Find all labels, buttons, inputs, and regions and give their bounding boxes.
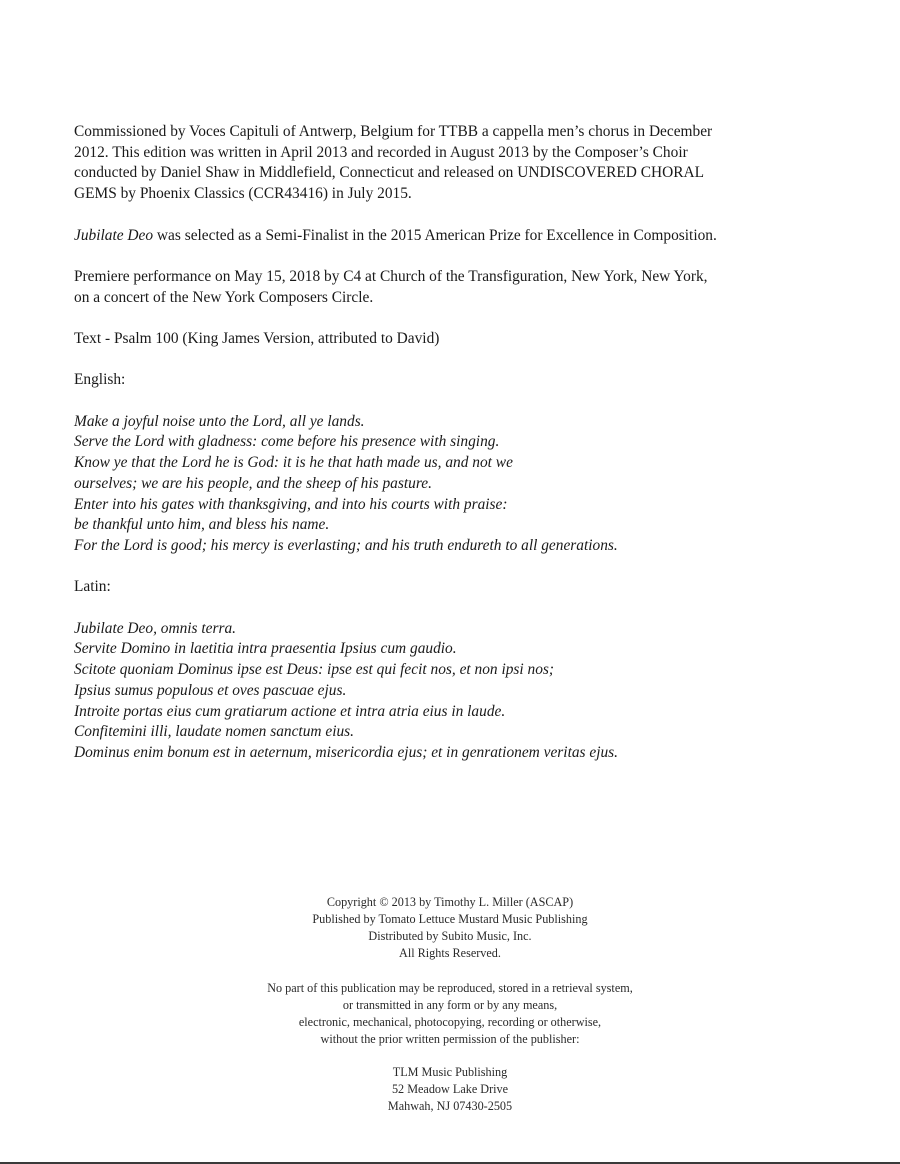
reproduction-line: without the prior written permission of the publisher:	[320, 1031, 580, 1046]
distributor-line: Distributed by Subito Music, Inc.	[368, 928, 532, 943]
commission-line: Commissioned by Voces Capituli of Antwerp, Belgium for TTBB a cappella men’s chorus in December	[74, 123, 713, 140]
text-source-line: Text - Psalm 100 (King James Version, attributed to David)	[74, 329, 440, 347]
english-verse-line: Make a joyful noise unto the Lord, all ye lands.	[74, 412, 365, 430]
latin-verse-line: Scitote quoniam Dominus ipse est Deus: ipse est qui fecit nos, et non ipsi nos;	[74, 661, 555, 679]
city-state-zip: Mahwah, NJ 07430-2505	[387, 1098, 513, 1113]
latin-verse-line: Servite Domino in laetitia intra praesentia Ipsius cum gaudio.	[74, 640, 457, 658]
publisher-line: Published by Tomato Lettuce Mustard Music Publishing	[312, 911, 588, 926]
english-verse-line: Enter into his gates with thanksgiving, and into his courts with praise:	[74, 495, 508, 513]
premiere-line: Premiere performance on May 15, 2018 by C4 at Church of the Transfiguration, New York, New York,	[74, 267, 708, 285]
english-verse-line: For the Lord is good; his mercy is everlasting; and his truth endureth to all generations.	[74, 536, 618, 554]
latin-verse-line: Jubilate Deo, omnis terra.	[74, 619, 237, 637]
english-verse-line: ourselves; we are his people, and the sheep of his pasture.	[74, 474, 432, 492]
commission-line: conducted by Daniel Shaw in Middlefield, Connecticut and released on UNDISCOVERED CHORAL	[74, 164, 705, 182]
commission-line: GEMS by Phoenix Classics (CCR43416) in July 2015.	[74, 185, 412, 203]
english-text	[74, 412, 864, 557]
english-verse-line: be thankful unto him, and bless his name.	[74, 516, 330, 534]
award-paragraph	[74, 226, 864, 247]
rights-reserved-line: All Rights Reserved.	[399, 945, 501, 960]
premiere-line: on a concert of the New York Composers Circle.	[74, 288, 374, 306]
commission-paragraph	[74, 122, 864, 205]
latin-heading-label: Latin:	[74, 578, 111, 596]
commission-line: 2012. This edition was written in April 2013 and recorded in August 2013 by the Composer’s Choir	[74, 143, 688, 161]
copyright-line: Copyright © 2013 by Timothy L. Miller (ASCAP)	[326, 895, 574, 909]
english-heading-label: English:	[74, 371, 126, 389]
premiere-paragraph	[74, 267, 864, 308]
latin-verse-line: Ipsius sumus populous et oves pascuae ejus.	[74, 681, 347, 699]
reproduction-line: electronic, mechanical, photocopying, recording or otherwise,	[298, 1014, 602, 1029]
latin-verse-line: Confitemini illi, laudate nomen sanctum eius.	[74, 723, 354, 741]
latin-heading	[74, 577, 864, 598]
reproduction-line: No part of this publication may be reproduced, stored in a retrieval system,	[267, 981, 633, 995]
publisher-name: TLM Music Publishing	[392, 1065, 508, 1079]
latin-verse-line: Dominus enim bonum est in aeternum, misericordia ejus; et in genrationem veritas ejus.	[74, 743, 619, 761]
english-heading	[74, 370, 864, 391]
copyright-notice	[0, 894, 900, 962]
award-line	[74, 226, 864, 247]
work-title: Jubilate Deo	[74, 226, 154, 244]
english-verse-line: Know ye that the Lord he is God: it is he that hath made us, and not we	[74, 454, 513, 472]
reproduction-line: or transmitted in any form or by any means,	[342, 997, 558, 1012]
latin-text	[74, 619, 864, 764]
program-notes	[74, 122, 864, 784]
latin-verse-line: Introite portas eius cum gratiarum actione et intra atria eius in laude.	[74, 702, 506, 720]
award-text: was selected as a Semi-Finalist in the 2015 American Prize for Excellence in Composition.	[153, 226, 717, 244]
reproduction-notice	[0, 980, 900, 1048]
street-address: 52 Meadow Lake Drive	[391, 1081, 509, 1096]
publisher-address	[0, 1064, 900, 1115]
text-source	[74, 329, 864, 350]
english-verse-line: Serve the Lord with gladness: come before his presence with singing.	[74, 433, 500, 451]
